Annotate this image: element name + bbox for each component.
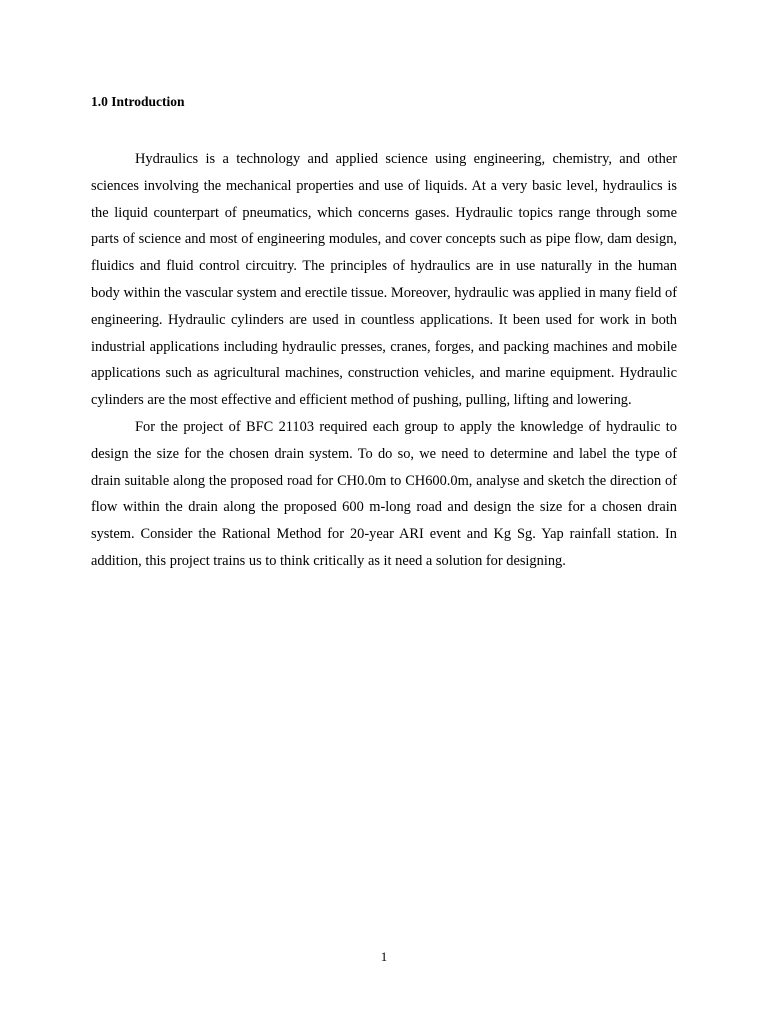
page-number: 1 <box>380 949 388 964</box>
section-heading: 1.0 Introduction <box>91 94 185 109</box>
page-content <box>91 93 677 575</box>
intro-paragraph-project: For the project of BFC 21103 required each group to apply the knowledge of hydraulic to design the size for the chosen drain system. To do so, we need to determine and label the type of drain suitable along the proposed road for CH0.0m to CH600.0m, analyse and sketch the direction of flow within the drain along the proposed 600 m-long road and design the size for a chosen drain system. Consider the Rational Method for 20-year ARI event and Kg Sg. Yap rainfall station. In addition, this project trains us to think critically as it need a solution for designing. <box>91 418 677 569</box>
intro-paragraph-hydraulics: Hydraulics is a technology and applied science using engineering, chemistry, and other sciences involving the mechanical properties and use of liquids. At a very basic level, hydraulics is the liquid counterpart of pneumatics, which concerns gases. Hydraulic topics range through some parts of science and most of engineering modules, and cover concepts such as pipe flow, dam design, fluidics and fluid control circuitry. The principles of hydraulics are in use naturally in the human body within the vascular system and erectile tissue. Moreover, hydraulic was applied in many field of engineering. Hydraulic cylinders are used in countless applications. It been used for work in both industrial applications including hydraulic presses, cranes, forges, and packing machines and mobile applications such as agricultural machines, construction vehicles, and marine equipment. Hydraulic cylinders are the most effective and efficient method of pushing, pulling, lifting and lowering. <box>91 151 677 409</box>
